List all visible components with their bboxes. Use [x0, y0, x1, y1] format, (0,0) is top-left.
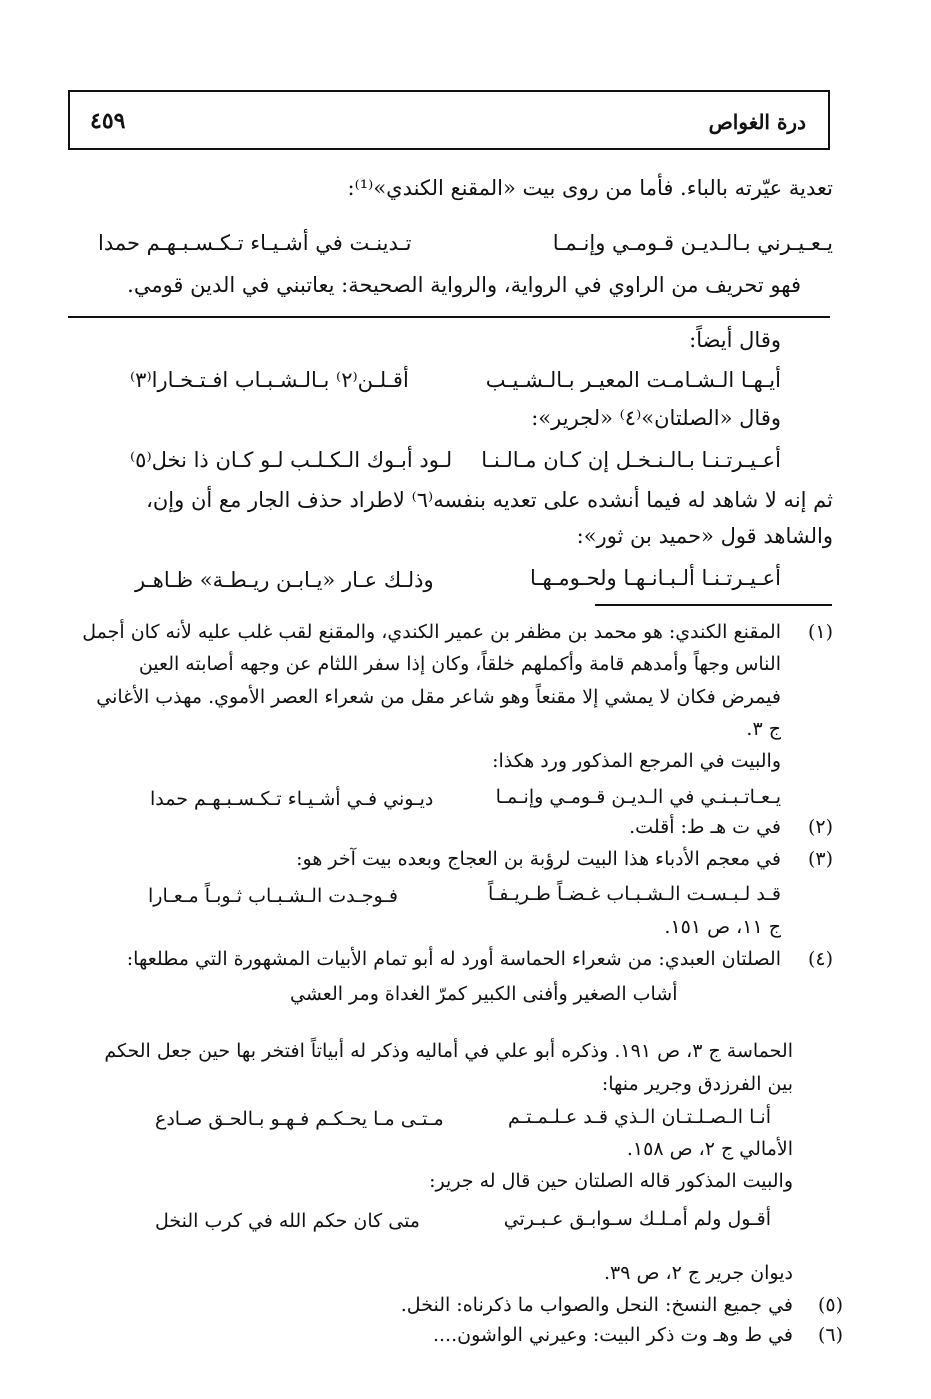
footnote-number: (٥) [817, 1294, 843, 1316]
verse-hemistich-right: أعـيـرتـنـا بـالـنـخـل إن كـان مـالـنـا [481, 448, 781, 472]
verse-hemistich-right: أنـا الـصـلـتـان الـذي قـد عـلـمـتـم [507, 1106, 771, 1128]
verse-hemistich-left: ديـوني فـي أشـيـاء تـكـسـبـهـم حمدا [150, 788, 434, 810]
running-header [68, 90, 830, 150]
verse-hemistich-left: فـوجـدت الـشـبـاب ثـوبـاً مـعـارا [148, 885, 398, 907]
footnote-divider [595, 604, 832, 606]
verse-hemistich-right: أيـهـا الـشـامـت المعيـر بـالـشـيـب [485, 368, 781, 392]
verse-hemistich-left: متى كان حكم الله في كرب النخل [155, 1210, 420, 1232]
footnote-text: فيمرض فكان لا يمشي إلا مقنعاً وهو شاعر مقل من شعراء العصر الأموي. مهذب الأغاني [96, 686, 781, 708]
verse-hemistich-left: مـتـى مـا يحـكـم فـهـو بـالحـق صـادع [155, 1108, 444, 1130]
footnote-text: في ت هـ ط: أقلت. [629, 816, 781, 838]
running-title: درة الغواص [708, 110, 806, 134]
main-paragraph: وقال «الصلتان»⁽٤⁾ «لجرير»: [531, 406, 781, 430]
footnote-number: (٦) [817, 1324, 843, 1346]
footnote-number: (٤) [807, 948, 833, 970]
footnote-text: الناس وجهاً وأمدهم قامة وأكملهم خلقاً، وكان إذا سفر اللثام عن وجهه أصابته العين [138, 653, 781, 675]
verse-hemistich-left: أقـلـن⁽٢⁾ بـالـشـبـاب افـتـخـارا⁽٣⁾ [130, 368, 409, 392]
page-number: ٤٥٩ [90, 108, 126, 134]
footnote-text: بين الفرزدق وجرير منها: [601, 1073, 793, 1095]
verse-hemistich-right: يـعـاتـبـنـي في الـديـن قـومـي وإنـمـا [495, 786, 781, 808]
main-paragraph: ثم إنه لا شاهد له فيما أنشده على تعديه بنفسه⁽٦⁾ لاطراد حذف الجار مع أن وإن، [146, 488, 833, 512]
footnote-text: في جميع النسخ: النحل والصواب ما ذكرناه: النخل. [400, 1294, 793, 1316]
verse-hemistich-left: لـود أبـوك الـكـلـب لـو كـان ذا نخل⁽٥⁾ [130, 448, 453, 472]
footnote-text: الحماسة ج ٣، ص ١٩١. وذكره أبو علي في أماليه وذكر له أبياتاً افتخر بها حين جعل الحكم [104, 1040, 793, 1062]
verse-hemistich-right: أعـيـرتـنـا ألـبـانـهـا ولحـومـهـا [529, 566, 781, 590]
main-paragraph: فهو تحريف من الراوي في الرواية، والرواية الصحيحة: يعاتبني في الدين قومي. [127, 273, 801, 297]
main-paragraph: تعدية عيّرته بالباء. فأما من روى بيت «المقنع الكندي»⁽¹⁾: [347, 176, 833, 200]
verse-hemistich-right: قـد لـبـسـت الـشـبـاب غـضـاً طـريـفـاً [487, 883, 781, 905]
footnote-text: الصلتان العبدي: من شعراء الحماسة أورد له أبو تمام الأبيات المشهورة التي مطلعها: [126, 948, 781, 970]
verse-hemistich-right: أقـول ولم أمـلـك سـوابـق عـبـرتي [503, 1208, 771, 1230]
verse-hemistich-left: تـدينـت في أشـيـاء تـكـسـبـهـم حمدا [98, 231, 412, 255]
footnote-text: في معجم الأدباء هذا البيت لرؤبة بن العجاج وبعده بيت آخر هو: [296, 848, 781, 870]
footnote-text: الأمالي ج ٢، ص ١٥٨. [626, 1138, 793, 1160]
verse-line: أشاب الصغير وأفنى الكبير كمرّ الغداة ومر العشي [290, 983, 678, 1005]
verse-hemistich-right: يـعـيـرني بـالـديـن قـومـي وإنـمـا [552, 231, 833, 255]
footnote-text: ج ٣. [746, 718, 781, 740]
footnote-number: (١) [807, 621, 833, 643]
footnote-text: ديوان جرير ج ٢، ص ٣٩. [603, 1262, 793, 1284]
footnote-number: (٢) [807, 816, 833, 838]
footnote-number: (٣) [807, 848, 833, 870]
footnote-text: والبيت في المرجع المذكور ورد هكذا: [492, 750, 781, 772]
main-paragraph: وقال أيضاً: [689, 328, 781, 352]
footnote-text: المقنع الكندي: هو محمد بن مظفر بن عمير الكندي، والمقنع لقب غلب عليه لأنه كان أجمل [82, 621, 781, 643]
footnote-text: ج ١١، ص ١٥١. [664, 916, 781, 938]
footnote-text: في ط وهـ وت ذكر البيت: وعيرني الواشون.... [432, 1324, 793, 1346]
footnote-text: والبيت المذكور قاله الصلتان حين قال له جرير: [429, 1170, 793, 1192]
main-paragraph: والشاهد قول «حميد بن ثور»: [576, 524, 833, 548]
verse-hemistich-left: وذلـك عـار «يـابـن ريـطـة» ظـاهـر [135, 568, 434, 592]
section-divider [68, 316, 830, 318]
